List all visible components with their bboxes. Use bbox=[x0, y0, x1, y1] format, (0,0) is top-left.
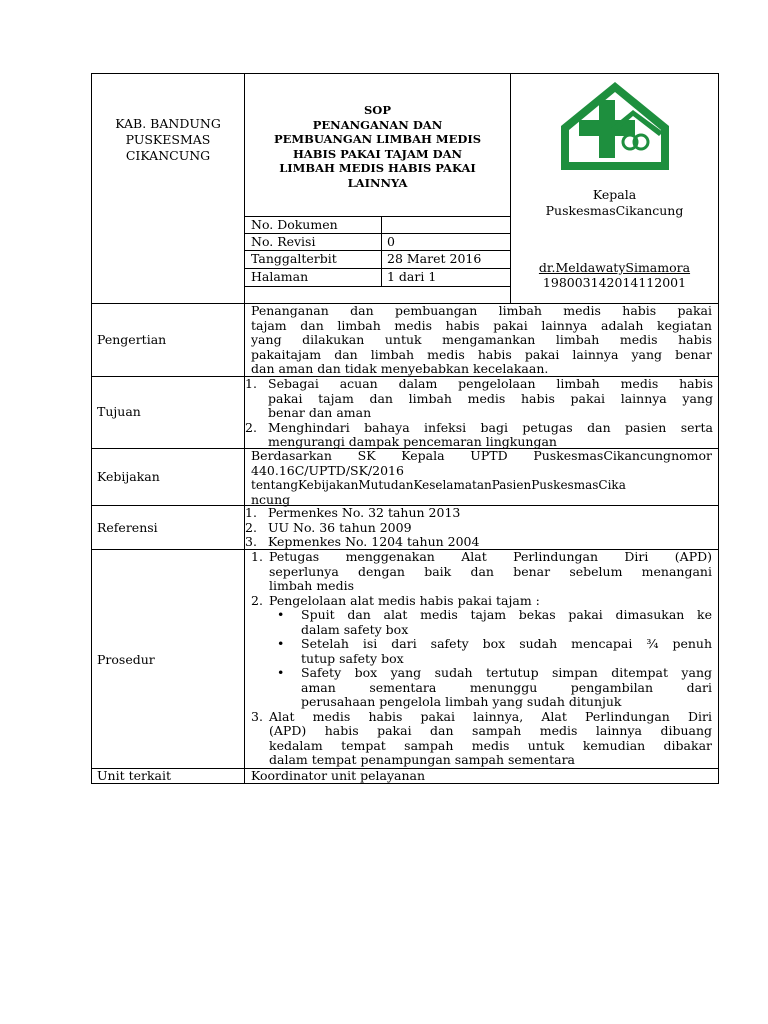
text-line: Petugas menggenakan Alat Perlindungan Diri (APD) bbox=[269, 549, 712, 564]
list-number: 3. bbox=[251, 708, 263, 724]
text-line: Spuit dan alat medis tajam bekas pakai dimasukan ke bbox=[301, 607, 712, 622]
table-border-bottom bbox=[91, 783, 719, 784]
meta-label-date: Tanggalterbit bbox=[251, 251, 337, 266]
text-line: seperlunya dengan baik dan benar sebelum menangani bbox=[269, 563, 712, 579]
text-line: mengurangi dampak pencemaran lingkungan bbox=[268, 434, 557, 449]
list-number: 2. bbox=[245, 419, 257, 435]
text-line: ncung bbox=[251, 491, 291, 507]
bullet-item bbox=[251, 608, 712, 637]
text-line: limbah medis bbox=[269, 578, 354, 593]
meta-labels bbox=[251, 216, 338, 286]
text-line: pakai tajam dan limbah medis habis pakai lainnya yang bbox=[268, 390, 713, 406]
meta-value-date: 28 Maret 2016 bbox=[387, 251, 482, 266]
list-item bbox=[245, 535, 713, 550]
org-line-1: KAB. BANDUNG bbox=[115, 116, 221, 131]
text-line: Berdasarkan SK Kepala UPTD PuskesmasCikancungnomor bbox=[251, 448, 712, 463]
text-line: pakaitajam dan limbah medis habis pakai lainnya yang benar bbox=[251, 346, 712, 362]
label-pengertian: Pengertian bbox=[97, 332, 167, 347]
list-number: 2. bbox=[245, 519, 257, 535]
title-line: LAINNYA bbox=[347, 175, 408, 190]
text-line: Sebagai acuan dalam pengelolaan limbah medis habis bbox=[268, 376, 713, 391]
text-line: tajam dan limbah medis habis pakai lainnya adalah kegiatan bbox=[251, 317, 712, 333]
title-line: LIMBAH MEDIS HABIS PAKAI bbox=[279, 161, 476, 175]
list-item bbox=[251, 710, 712, 768]
list-number: 1. bbox=[251, 549, 263, 564]
label-unit-terkait: Unit terkait bbox=[97, 768, 172, 783]
table-border-top bbox=[91, 73, 719, 74]
list-item bbox=[251, 594, 712, 609]
label-referensi: Referensi bbox=[97, 520, 158, 535]
meta-value-doc-number bbox=[387, 216, 481, 233]
list-number: 1. bbox=[245, 505, 257, 520]
text-line: dan aman dan tidak menyebabkan kecelakaan. bbox=[251, 361, 549, 376]
list-item bbox=[251, 550, 712, 594]
list-item bbox=[245, 521, 713, 536]
text-line: Safety box yang sudah tertutup simpan ditempat yang bbox=[301, 665, 712, 680]
tujuan-content bbox=[245, 377, 713, 450]
bullet-icon: • bbox=[277, 665, 285, 680]
text-line: kedalam tempat sampah medis untuk kemudian dibakar bbox=[269, 737, 712, 753]
meta-label-doc-number: No. Dokumen bbox=[251, 217, 338, 232]
document-title bbox=[245, 103, 510, 190]
text-line: (APD) habis pakai dan sampah medis lainnya dibuang bbox=[269, 723, 712, 738]
list-item bbox=[245, 421, 713, 450]
org-line-3: CIKANCUNG bbox=[125, 148, 211, 163]
title-line: PEMBUANGAN LIMBAH MEDIS bbox=[273, 132, 482, 146]
text-line: Alat medis habis pakai lainnya, Alat Perlindungan Diri bbox=[269, 708, 712, 724]
text-line: dalam safety box bbox=[301, 621, 409, 637]
list-number: 3. bbox=[245, 534, 257, 549]
signer-title bbox=[511, 187, 718, 219]
bullet-icon: • bbox=[277, 636, 285, 651]
title-line: PENANGANAN DAN bbox=[312, 117, 443, 132]
pengertian-content bbox=[251, 304, 712, 377]
puskesmas-logo bbox=[555, 80, 675, 175]
text-line: Penanganan dan pembuangan limbah medis habis pakai bbox=[251, 303, 712, 318]
table-border-left bbox=[91, 73, 92, 783]
title-line: HABIS PAKAI TAJAM DAN bbox=[292, 146, 463, 161]
reference-text: Permenkes No. 32 tahun 2013 bbox=[268, 505, 461, 520]
text-line: aman sementara menunggu pengambilan dari bbox=[301, 679, 712, 695]
logo-icon bbox=[555, 80, 675, 175]
unit-terkait-value: Koordinator unit pelayanan bbox=[251, 768, 426, 783]
text-line: dalam tempat penampungan sampah sementara bbox=[269, 752, 576, 767]
signer-title-line-1: Kepala bbox=[592, 187, 637, 202]
org-line-2: PUSKESMAS bbox=[125, 132, 211, 147]
label-kebijakan: Kebijakan bbox=[97, 469, 160, 484]
bullet-item bbox=[251, 666, 712, 710]
signer-name: dr.MeldawatySimamora bbox=[538, 260, 691, 275]
table-border-right bbox=[718, 73, 719, 783]
bullet-item bbox=[251, 637, 712, 666]
text-line: 440.16C/UPTD/SK/2016 bbox=[251, 462, 404, 478]
label-prosedur: Prosedur bbox=[97, 652, 155, 667]
list-number: 1. bbox=[245, 376, 257, 391]
reference-text: Kepmenkes No. 1204 tahun 2004 bbox=[268, 534, 480, 549]
meta-label-revision: No. Revisi bbox=[251, 234, 316, 249]
label-tujuan: Tujuan bbox=[97, 404, 141, 419]
meta-value-page: 1 dari 1 bbox=[387, 269, 437, 284]
meta-line-5 bbox=[244, 286, 510, 287]
text-line: tentangKebijakanMutudanKeselamatanPasienPuskesmasCika bbox=[251, 478, 626, 492]
text-line: Setelah isi dari safety box sudah mencapai ¾ penuh bbox=[301, 636, 712, 651]
organization-block bbox=[92, 116, 244, 164]
meta-label-page: Halaman bbox=[251, 269, 309, 284]
text-line: Menghindari bahaya infeksi bagi petugas dan pasien serta bbox=[268, 419, 713, 435]
kebijakan-content bbox=[251, 449, 712, 507]
meta-values bbox=[387, 216, 481, 286]
signer-title-line-2: PuskesmasCikancung bbox=[545, 203, 684, 218]
meta-divider bbox=[381, 216, 382, 286]
signer-nip: 198003142014112001 bbox=[542, 275, 687, 290]
bullet-icon: • bbox=[277, 607, 285, 622]
referensi-content bbox=[245, 506, 713, 550]
reference-text: UU No. 36 tahun 2009 bbox=[268, 519, 412, 535]
list-item bbox=[245, 506, 713, 521]
meta-value-revision: 0 bbox=[387, 234, 395, 249]
text-line: yang dilakukan untuk mengamankan limbah medis habis bbox=[251, 332, 712, 347]
signer-block bbox=[511, 260, 718, 290]
text-line: perusahaan pengelola limbah yang sudah ditunjuk bbox=[301, 694, 622, 709]
list-number: 2. bbox=[251, 592, 263, 608]
text-line: tutup safety box bbox=[301, 650, 404, 666]
text-line: Pengelolaan alat medis habis pakai tajam : bbox=[269, 592, 540, 608]
text-line: benar dan aman bbox=[268, 405, 372, 420]
list-item bbox=[245, 377, 713, 421]
prosedur-content bbox=[251, 550, 712, 768]
title-line: SOP bbox=[364, 103, 391, 117]
